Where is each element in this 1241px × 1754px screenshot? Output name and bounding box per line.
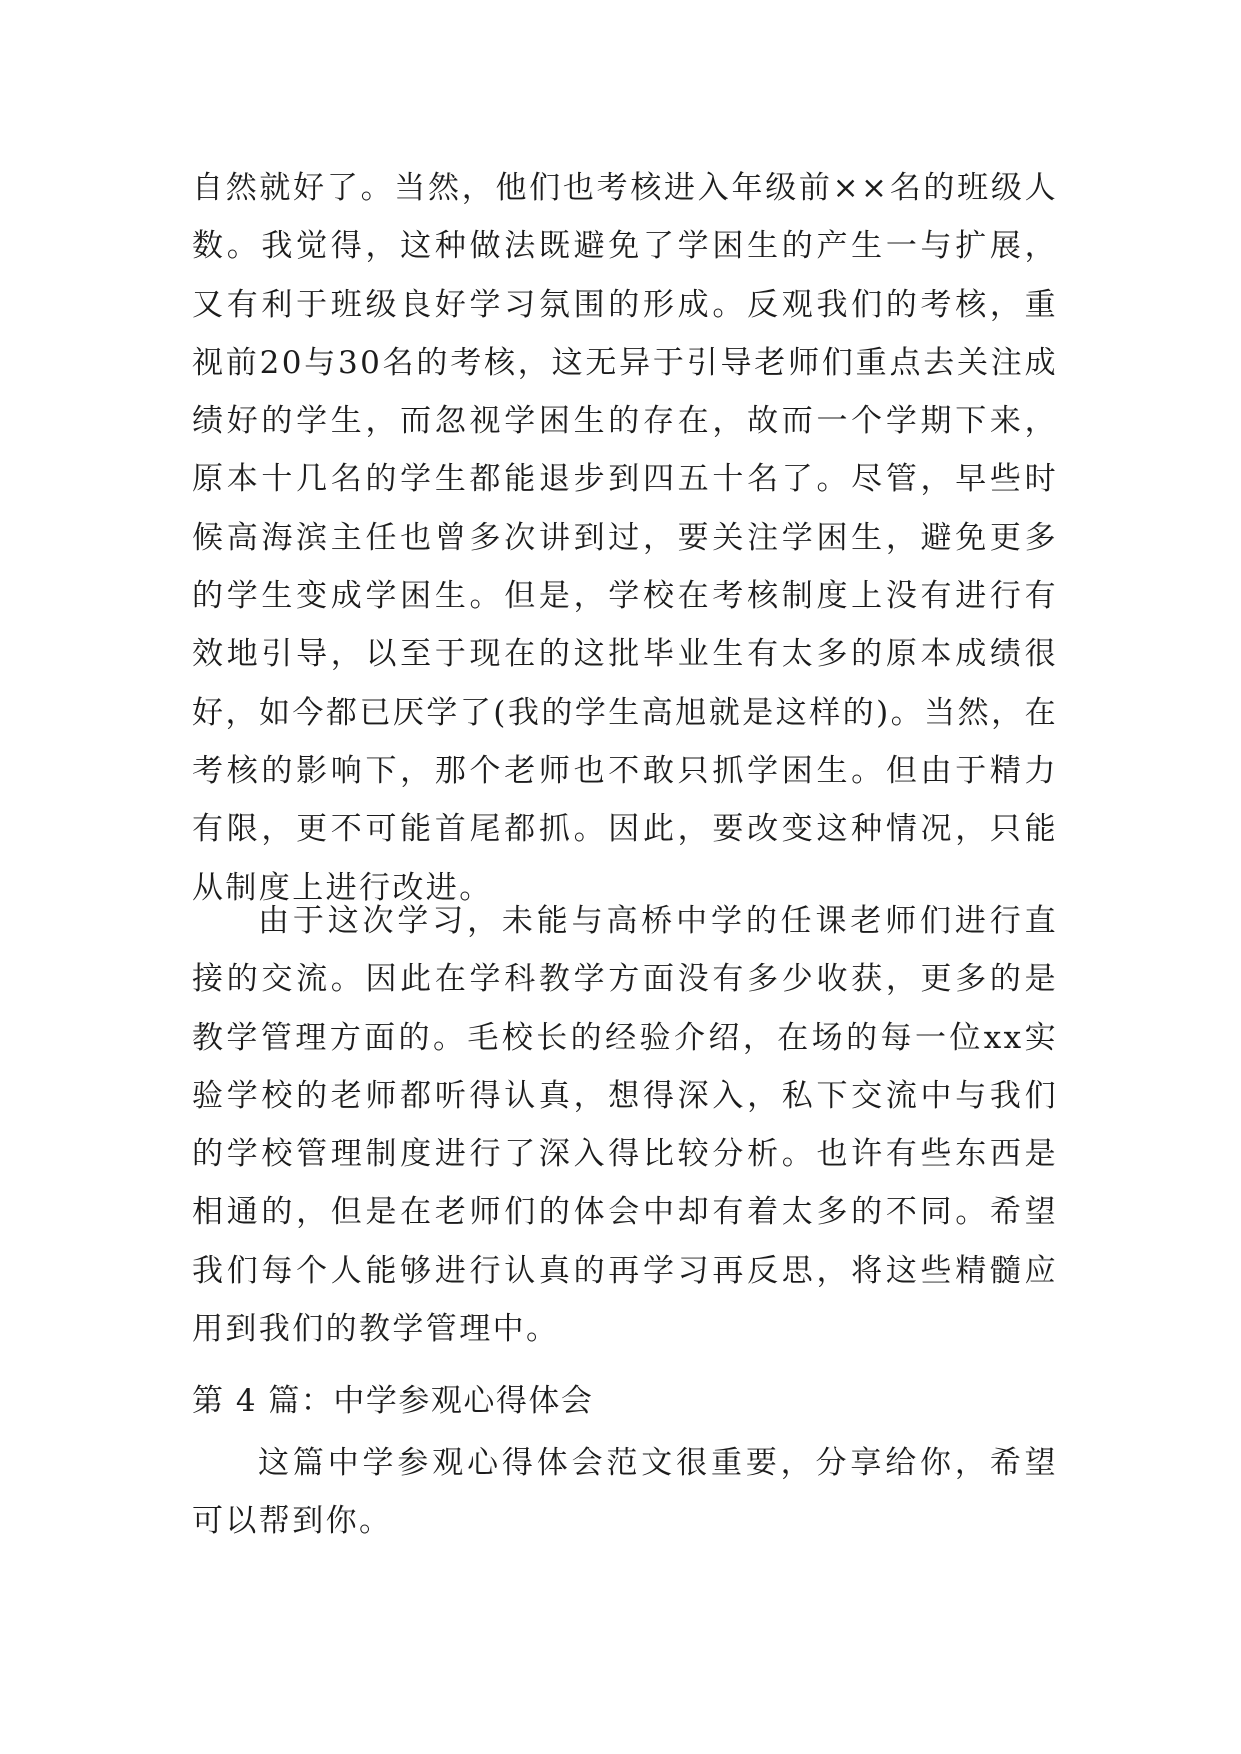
- section-heading: [192, 1372, 1058, 1430]
- section-heading-text: 第 4 篇：中学参观心得体会: [192, 1383, 594, 1419]
- paragraph-intro: 这篇中学参观心得体会范文很重要，分享给你，希望可以帮到你。: [192, 1445, 1058, 1540]
- body-text-block: [192, 892, 1058, 1358]
- body-text-block: [192, 1434, 1058, 1551]
- paragraph-continuation: 自然就好了。当然，他们也考核进入年级前××名的班级人数。我觉得，这种做法既避免了学困生的产生一与扩展，又有利于班级良好学习氛围的形成。反观我们的考核，重视前20与30名的考核，这无异于引导老师们重点去关注成绩好的学生，而忽视学困生的存在，故而一个学期下来，原本十几名的学生都能退步到四五十名了。尽管，早些时候高海滨主任也曾多次讲到过，要关注学困生，避免更多的学生变成学困生。但是，学校在考核制度上没有进行有效地引导，以至于现在的这批毕业生有太多的原本成绩很好，如今都已厌学了(我的学生高旭就是这样的)。当然，在考核的影响下，那个老师也不敢只抓学困生。但由于精力有限，更不可能首尾都抓。因此，要改变这种情况，只能从制度上进行改进。: [192, 170, 1058, 906]
- body-text-block: [192, 159, 1058, 917]
- paragraph-reflection: 由于这次学习，未能与高桥中学的任课老师们进行直接的交流。因此在学科教学方面没有多少收获，更多的是教学管理方面的。毛校长的经验介绍，在场的每一位xx实验学校的老师都听得认真，想得深入，私下交流中与我们的学校管理制度进行了深入得比较分析。也许有些东西是相通的，但是在老师们的体会中却有着太多的不同。希望我们每个人能够进行认真的再学习再反思，将这些精髓应用到我们的教学管理中。: [192, 903, 1058, 1348]
